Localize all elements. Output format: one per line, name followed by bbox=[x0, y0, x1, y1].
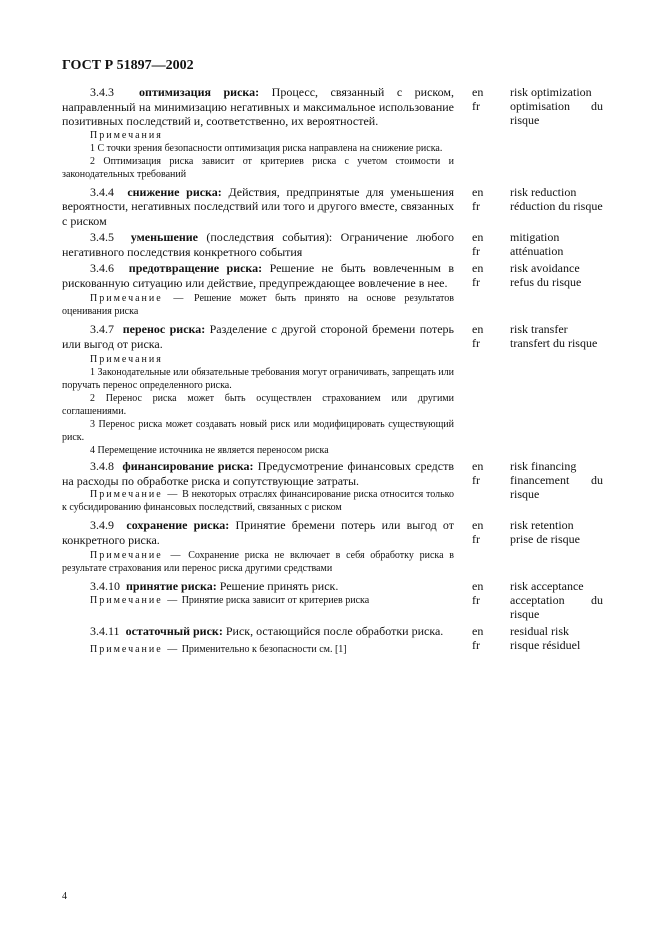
note bbox=[62, 643, 454, 656]
term-en: residual risk bbox=[510, 623, 569, 638]
term-definition bbox=[62, 518, 454, 547]
term-en: risk avoidance bbox=[510, 261, 580, 275]
term-equivalents: en risk transfer fr transfert du risque bbox=[472, 322, 602, 350]
note bbox=[62, 292, 454, 318]
term-name: остаточный риск: bbox=[125, 623, 223, 638]
term-equivalents: en residual risk fr risque résiduel bbox=[472, 624, 602, 652]
term-equivalents: en risk acceptance fr acceptation du risque bbox=[472, 579, 603, 621]
term-equivalents: en risk avoidance fr refus du risque bbox=[472, 261, 602, 289]
term-number: 3.4.6 bbox=[90, 261, 114, 275]
term-fr: acceptation du risque bbox=[510, 593, 603, 621]
note-text: 1 С точки зрения безопасности оптимизация риска направлена на снижение риска. bbox=[90, 142, 443, 154]
terms-column bbox=[62, 85, 603, 656]
term-name: сохранение риска: bbox=[126, 518, 230, 532]
term-text: Принятие бремени потерь или выгод от конкретного риска. bbox=[62, 518, 454, 547]
page-number: 4 bbox=[62, 891, 67, 902]
term-number: 3.4.5 bbox=[90, 230, 114, 244]
term-en: mitigation bbox=[510, 230, 560, 244]
note-text: Принятие риска зависит от критериев риска bbox=[181, 594, 370, 606]
term-number: 3.4.4 bbox=[90, 184, 114, 199]
term-definition bbox=[62, 579, 454, 594]
term-name: предотвращение риска: bbox=[128, 261, 263, 275]
term-en: risk optimization bbox=[510, 85, 592, 99]
term-definition bbox=[62, 624, 454, 639]
term-number: 3.4.3 bbox=[90, 85, 114, 99]
term-text: Решение не быть вовлеченным в рискованную ситуацию или действие, предупреждающее вовлечение в нее. bbox=[62, 261, 455, 290]
term-text: Предусмотрение финансовых средств на расходы по обработке риска и сопутствующие затраты. bbox=[62, 459, 454, 488]
term-en: risk reduction bbox=[510, 184, 577, 199]
term-fr: optimisation du risque bbox=[510, 99, 603, 127]
note-text: Решение может быть принято на основе результатов оценивания риска bbox=[62, 293, 454, 317]
term-entry bbox=[62, 261, 582, 318]
term-number: 3.4.11 bbox=[90, 623, 120, 638]
term-number: 3.4.7 bbox=[90, 322, 114, 336]
term-en: risk transfer bbox=[510, 322, 568, 336]
term-definition bbox=[62, 85, 454, 129]
term-name: уменьшение bbox=[130, 230, 198, 244]
note-text: 2 Оптимизация риска зависит от критериев риска с учетом стоимости и законодательных требований bbox=[62, 155, 454, 180]
term-text: (последствия события): Ограничение любого негативного последствия конкретного события bbox=[62, 230, 455, 259]
notes-label: Примечания bbox=[90, 354, 163, 365]
term-number: 3.4.10 bbox=[90, 579, 120, 593]
term-number: 3.4.9 bbox=[90, 518, 114, 532]
note-label: Примечание — bbox=[90, 644, 180, 655]
note-text: 2 Перенос риска может быть осуществлен страхованием или другими соглашениями. bbox=[62, 393, 454, 417]
term-fr: refus du risque bbox=[510, 275, 582, 289]
term-en: risk financing bbox=[510, 459, 577, 473]
note-label: Примечание — bbox=[90, 293, 186, 304]
term-definition bbox=[62, 322, 454, 351]
notes-label: Примечания bbox=[90, 129, 163, 141]
term-entry bbox=[62, 623, 581, 657]
term-equivalents: en mitigation fr atténuation bbox=[472, 230, 602, 258]
term-name: принятие риска: bbox=[126, 579, 217, 593]
term-text: Разделение с другой стороной бремени потерь или выгод от риска. bbox=[62, 322, 455, 351]
term-en: risk acceptance bbox=[510, 579, 584, 593]
term-name: перенос риска: bbox=[122, 322, 206, 336]
term-text: Решение принять риск. bbox=[219, 579, 339, 593]
note-text: 1 Законодательные или обязательные требования могут ограничивать, запрещать или поручать перенос определенного риска. bbox=[62, 367, 454, 391]
term-fr: prise de risque bbox=[510, 532, 580, 546]
term-definition bbox=[62, 459, 454, 488]
term-definition bbox=[62, 230, 454, 259]
term-entry bbox=[62, 579, 603, 621]
note-text: В некоторых отраслях финансирование риска относится только к субсидированию финансовых последствий, связанных с риском bbox=[62, 489, 455, 513]
note-text: 4 Перемещение источника не является переносом риска bbox=[90, 445, 329, 456]
term-fr: transfert du risque bbox=[510, 336, 598, 350]
term-name: оптимизация риска: bbox=[139, 85, 260, 99]
term-en: risk retention bbox=[510, 518, 574, 532]
note-text: Сохранение риска не включает в себя обработку риска в результате страхования или перенос риска другими средствами bbox=[62, 550, 455, 574]
note-text: Применительно к безопасности см. [1] bbox=[181, 644, 347, 655]
term-text: Действия, предпринятые для уменьшения вероятности, негативных последствий или того и другого вместе, связанных с риском bbox=[62, 184, 454, 228]
term-name: снижение риска: bbox=[127, 184, 222, 199]
term-entry bbox=[62, 85, 603, 181]
document-header: ГОСТ Р 51897—2002 bbox=[62, 58, 194, 73]
term-fr: financement du risque bbox=[510, 473, 603, 501]
term-entry bbox=[62, 518, 580, 575]
term-entry bbox=[62, 230, 564, 259]
term-definition bbox=[62, 261, 454, 290]
note bbox=[62, 549, 454, 575]
term-equivalents: en risk financing fr financement du risque bbox=[472, 459, 603, 501]
term-equivalents: en risk optimization fr optimisation du risque bbox=[472, 85, 603, 127]
note-label: Примечание — bbox=[90, 489, 180, 500]
term-definition bbox=[62, 185, 454, 229]
note-label: Примечание — bbox=[90, 594, 180, 606]
term-name: финансирование риска: bbox=[122, 459, 254, 473]
term-entry bbox=[62, 322, 598, 457]
note-label: Примечание — bbox=[90, 550, 183, 561]
note bbox=[62, 594, 454, 607]
term-fr: atténuation bbox=[510, 244, 564, 258]
term-entry bbox=[62, 459, 603, 514]
term-text: Риск, остающийся после обработки риска. bbox=[225, 623, 444, 638]
term-fr: réduction du risque bbox=[510, 198, 603, 213]
term-equivalents: en risk reduction fr réduction du risque bbox=[472, 184, 603, 213]
term-text: Процесс, связанный с риском, направленный на минимизацию негативных и максимальное использование позитивных последствий и, соответственно, их вероятностей. bbox=[62, 85, 454, 128]
term-fr: risque résiduel bbox=[510, 637, 581, 652]
term-equivalents: en risk retention fr prise de risque bbox=[472, 518, 602, 546]
note bbox=[62, 488, 454, 514]
term-number: 3.4.8 bbox=[90, 459, 114, 473]
term-entry bbox=[62, 184, 603, 229]
note-text: 3 Перенос риска может создавать новый риск или модифицировать существующий риск. bbox=[62, 419, 454, 443]
